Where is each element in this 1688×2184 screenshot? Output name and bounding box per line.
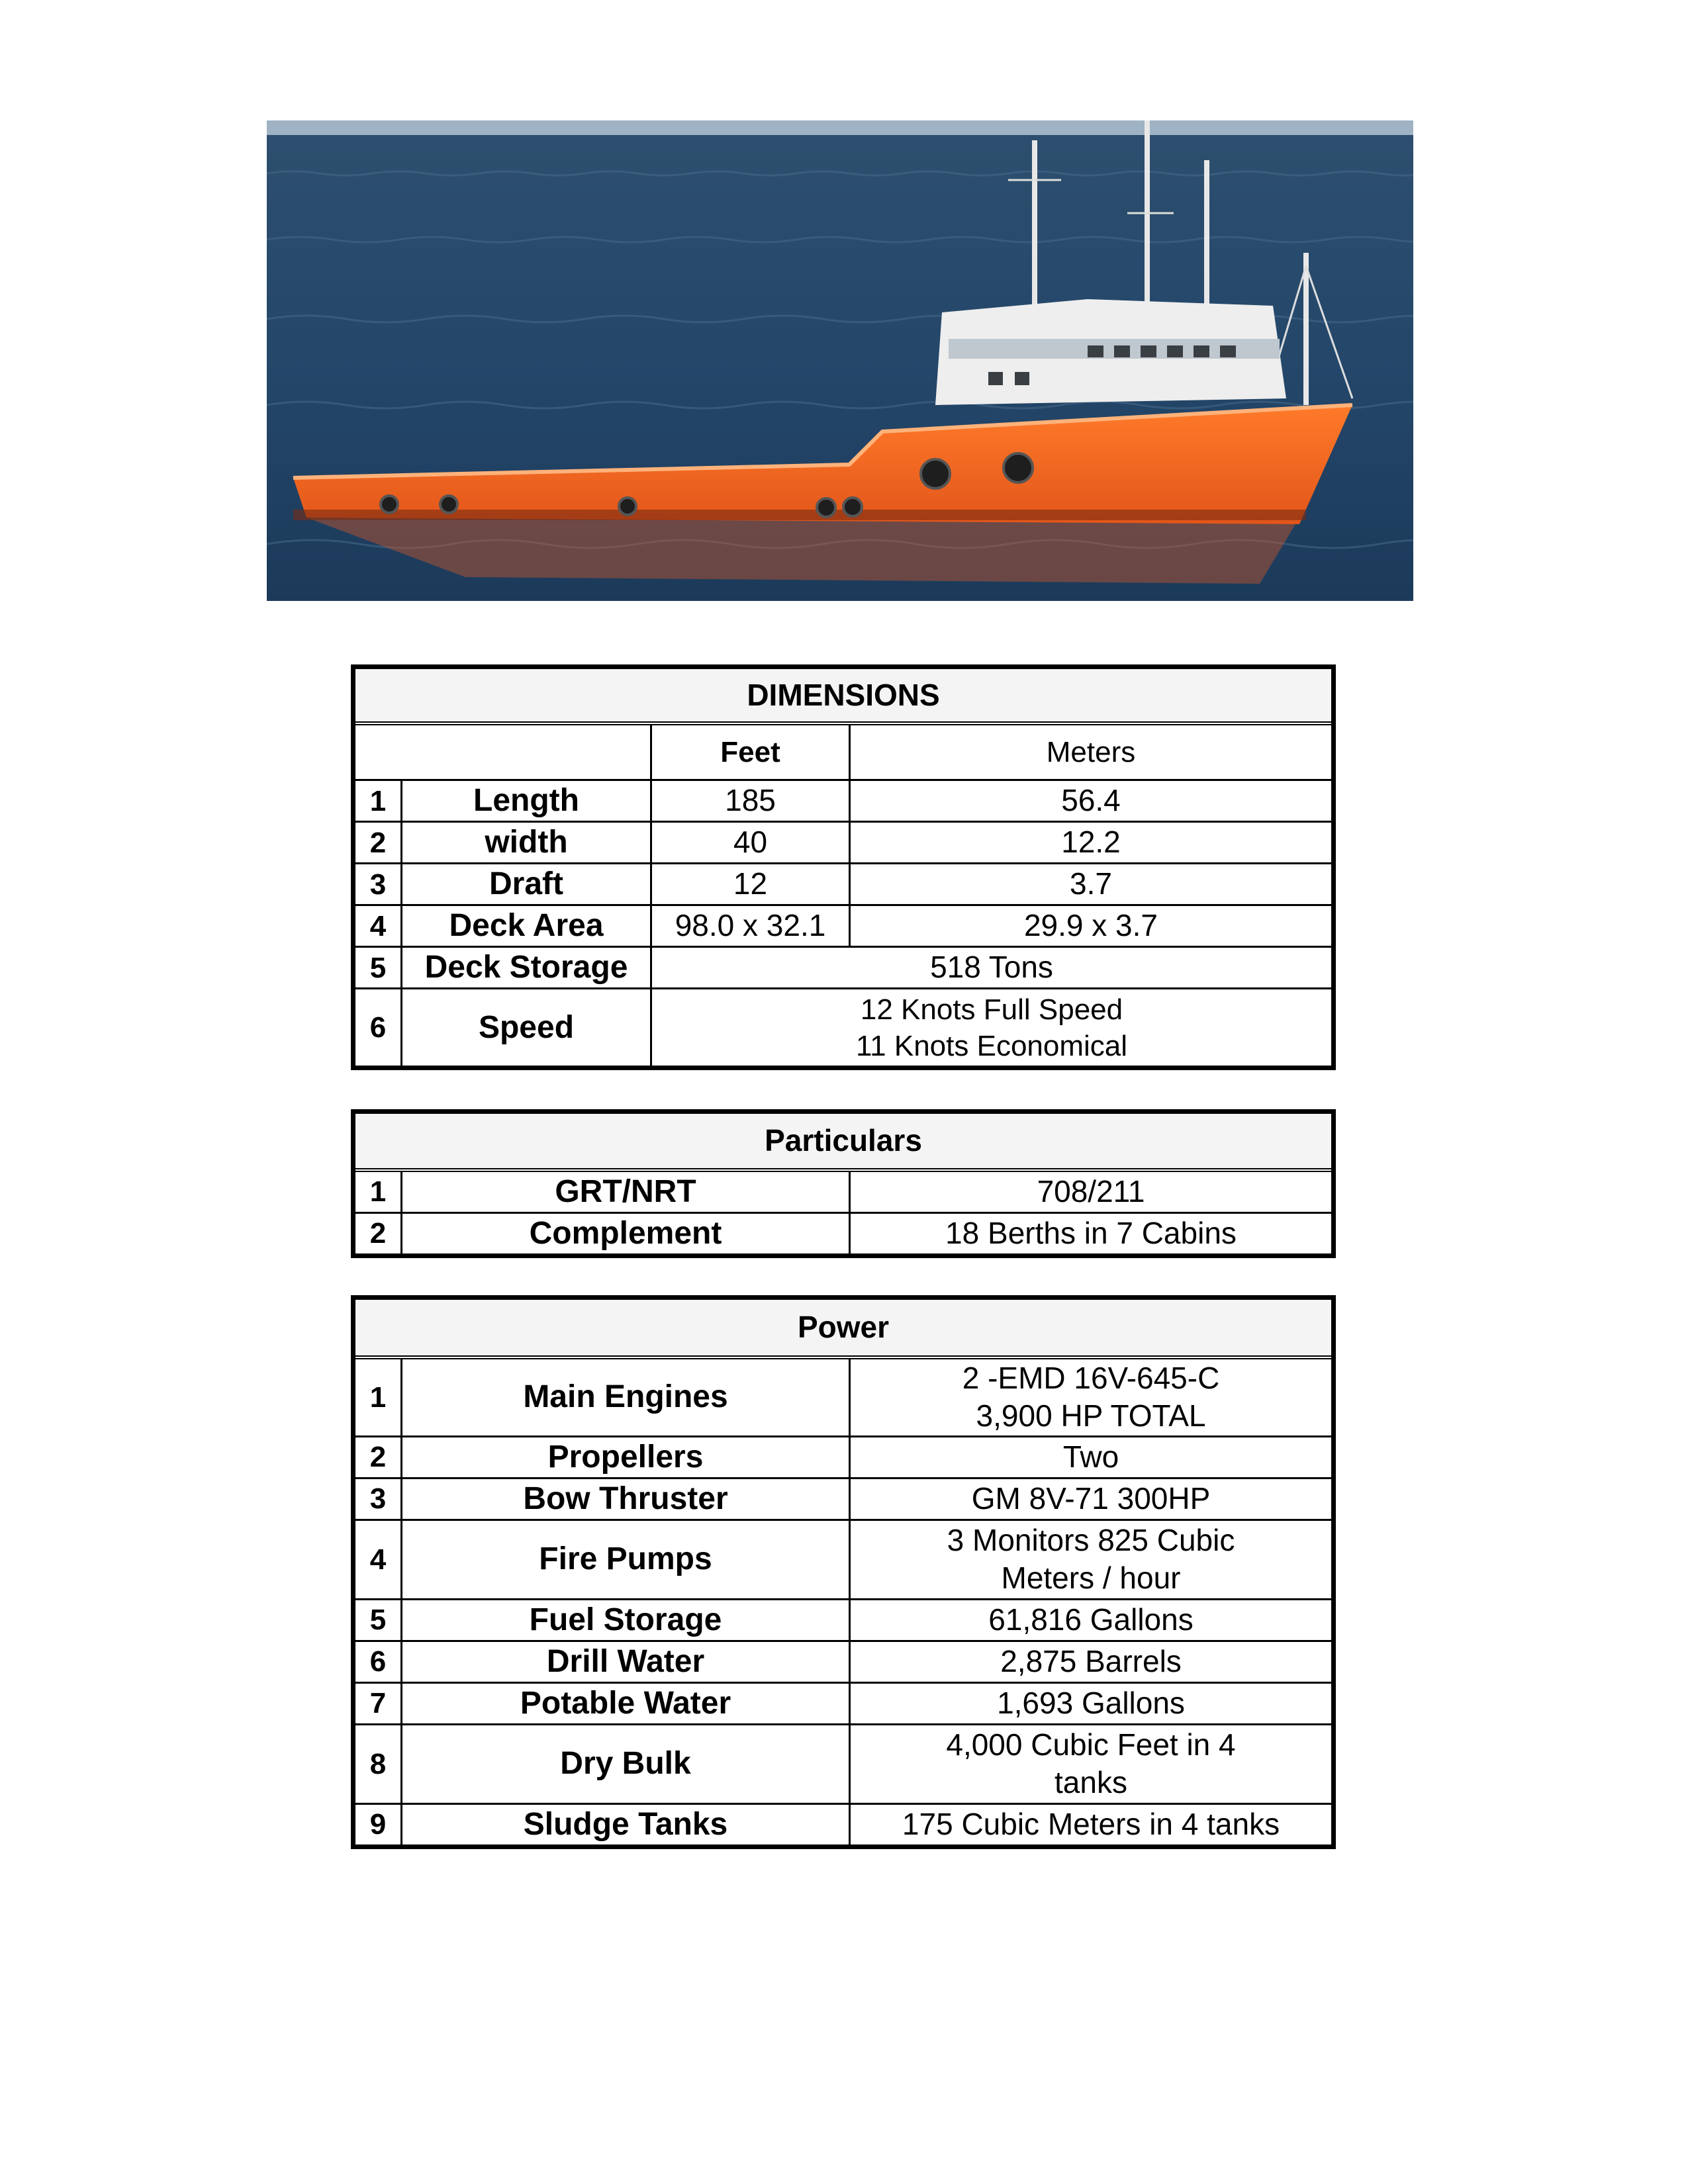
row-label: Length bbox=[402, 780, 651, 822]
row-number: 2 bbox=[353, 1212, 402, 1255]
row-label: Deck Storage bbox=[402, 947, 651, 989]
table-row bbox=[353, 1212, 1334, 1255]
row-value bbox=[850, 1357, 1334, 1437]
row-number: 2 bbox=[353, 822, 402, 864]
row-value: 1,693 Gallons bbox=[850, 1682, 1334, 1724]
dimensions-table bbox=[351, 664, 1336, 1070]
speed-full: 12 Knots Full Speed bbox=[860, 993, 1123, 1026]
row-label: GRT/NRT bbox=[402, 1170, 850, 1213]
row-label: Deck Area bbox=[402, 905, 651, 947]
row-label: width bbox=[402, 822, 651, 864]
row-number: 4 bbox=[353, 1520, 402, 1599]
table-row bbox=[353, 905, 1334, 947]
row-label: Complement bbox=[402, 1212, 850, 1255]
row-value: 18 Berths in 7 Cabins bbox=[850, 1212, 1334, 1255]
particulars-title: Particulars bbox=[353, 1112, 1334, 1170]
table-row bbox=[353, 1803, 1334, 1846]
row-label: Dry Bulk bbox=[402, 1724, 850, 1803]
row-value: 61,816 Gallons bbox=[850, 1599, 1334, 1641]
value-line: 4,000 Cubic Feet in 4 bbox=[946, 1727, 1236, 1762]
power-table bbox=[351, 1295, 1336, 1849]
row-number: 4 bbox=[353, 905, 402, 947]
table-row bbox=[353, 1682, 1334, 1724]
table-row bbox=[353, 947, 1334, 989]
row-value: GM 8V-71 300HP bbox=[850, 1478, 1334, 1520]
table-row bbox=[353, 1641, 1334, 1682]
table-row bbox=[353, 1520, 1334, 1599]
row-label: Propellers bbox=[402, 1436, 850, 1478]
value-line: 3,900 HP TOTAL bbox=[976, 1398, 1206, 1433]
row-value bbox=[850, 1520, 1334, 1599]
deck-storage-value: 518 Tons bbox=[651, 947, 1334, 989]
row-number: 6 bbox=[353, 989, 402, 1068]
value-line: Meters / hour bbox=[1001, 1561, 1181, 1595]
table-row bbox=[353, 864, 1334, 905]
row-number: 6 bbox=[353, 1641, 402, 1682]
row-number: 3 bbox=[353, 864, 402, 905]
row-value: Two bbox=[850, 1436, 1334, 1478]
dimensions-header-blank bbox=[353, 723, 651, 780]
table-row bbox=[353, 1599, 1334, 1641]
row-label: Potable Water bbox=[402, 1682, 850, 1724]
row-number: 9 bbox=[353, 1803, 402, 1846]
row-number: 1 bbox=[353, 780, 402, 822]
row-number: 5 bbox=[353, 1599, 402, 1641]
row-label: Fuel Storage bbox=[402, 1599, 850, 1641]
row-number: 2 bbox=[353, 1436, 402, 1478]
value-line: tanks bbox=[1055, 1765, 1127, 1799]
dimensions-title: DIMENSIONS bbox=[353, 667, 1334, 723]
row-label: Speed bbox=[402, 989, 651, 1068]
feet-value: 185 bbox=[651, 780, 850, 822]
power-title: Power bbox=[353, 1298, 1334, 1357]
row-label: Drill Water bbox=[402, 1641, 850, 1682]
row-value: 175 Cubic Meters in 4 tanks bbox=[850, 1803, 1334, 1846]
meters-value: 56.4 bbox=[850, 780, 1334, 822]
feet-value: 12 bbox=[651, 864, 850, 905]
row-label: Draft bbox=[402, 864, 651, 905]
feet-value: 98.0 x 32.1 bbox=[651, 905, 850, 947]
particulars-table bbox=[351, 1109, 1336, 1258]
row-label: Sludge Tanks bbox=[402, 1803, 850, 1846]
table-row bbox=[353, 1357, 1334, 1437]
row-value bbox=[850, 1724, 1334, 1803]
row-number: 8 bbox=[353, 1724, 402, 1803]
row-number: 7 bbox=[353, 1682, 402, 1724]
meters-value: 3.7 bbox=[850, 864, 1334, 905]
meters-value: 12.2 bbox=[850, 822, 1334, 864]
feet-value: 40 bbox=[651, 822, 850, 864]
row-number: 3 bbox=[353, 1478, 402, 1520]
speed-economical: 11 Knots Economical bbox=[855, 1029, 1128, 1062]
value-line: 3 Monitors 825 Cubic bbox=[947, 1522, 1235, 1557]
value-line: 2 -EMD 16V-645-C bbox=[962, 1360, 1220, 1395]
vessel-photo bbox=[267, 120, 1413, 601]
table-row bbox=[353, 1478, 1334, 1520]
table-row bbox=[353, 1170, 1334, 1213]
row-number: 5 bbox=[353, 947, 402, 989]
row-label: Main Engines bbox=[402, 1357, 850, 1437]
table-row bbox=[353, 989, 1334, 1068]
table-row bbox=[353, 780, 1334, 822]
table-row bbox=[353, 822, 1334, 864]
feet-column-header: Feet bbox=[651, 723, 850, 780]
row-label: Bow Thruster bbox=[402, 1478, 850, 1520]
meters-value: 29.9 x 3.7 bbox=[850, 905, 1334, 947]
table-row bbox=[353, 1724, 1334, 1803]
meters-column-header: Meters bbox=[850, 723, 1334, 780]
row-number: 1 bbox=[353, 1170, 402, 1213]
row-label: Fire Pumps bbox=[402, 1520, 850, 1599]
row-number: 1 bbox=[353, 1357, 402, 1437]
row-value: 2,875 Barrels bbox=[850, 1641, 1334, 1682]
row-value: 708/211 bbox=[850, 1170, 1334, 1213]
speed-value bbox=[651, 989, 1334, 1068]
table-row bbox=[353, 1436, 1334, 1478]
